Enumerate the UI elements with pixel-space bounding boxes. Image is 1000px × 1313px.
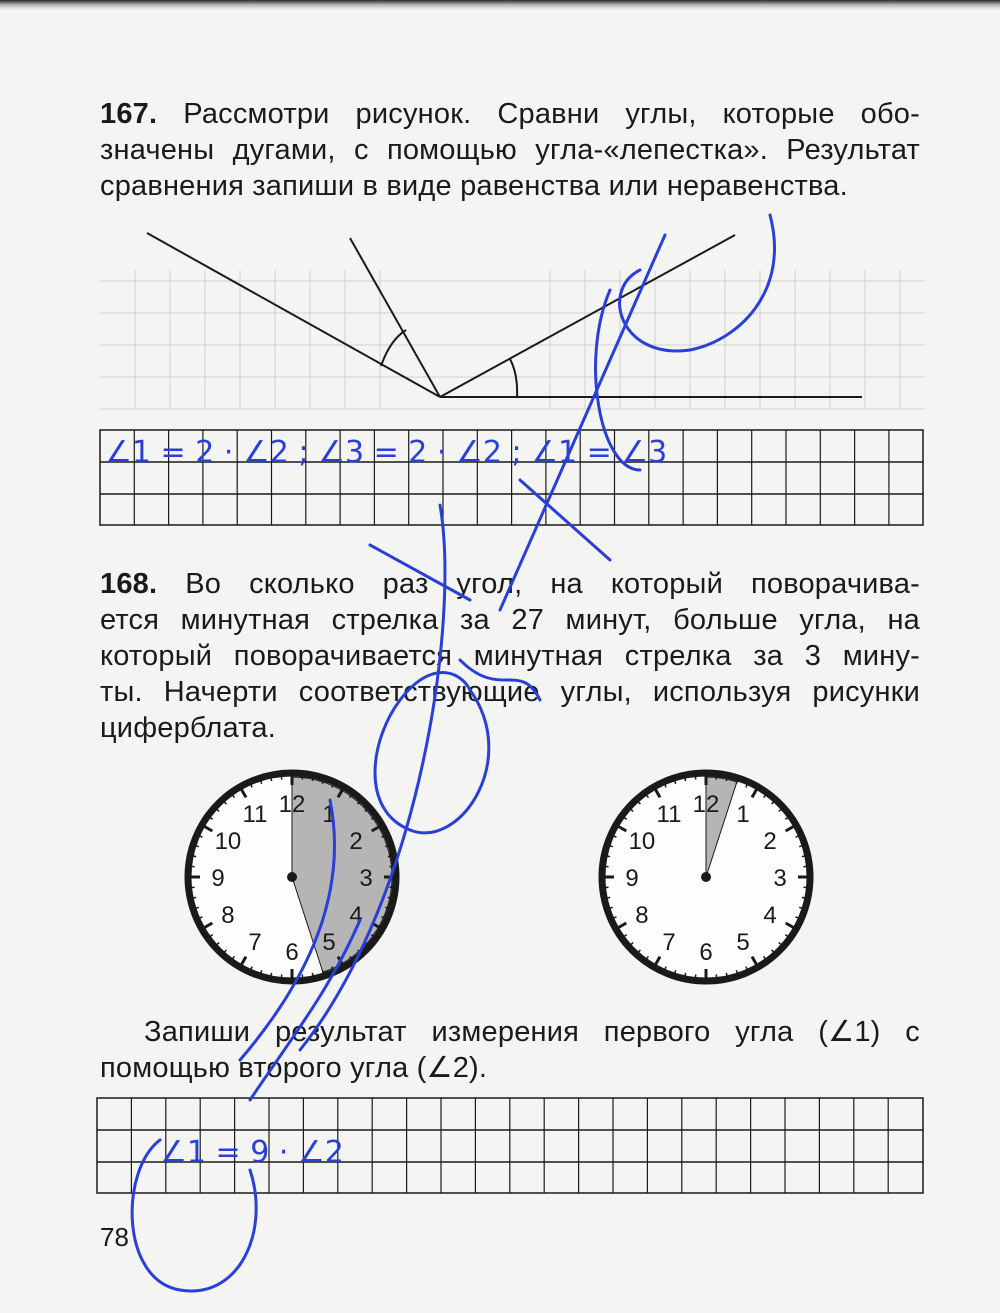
minute-tick (271, 973, 272, 977)
task-168-line-5: циферблата. (100, 712, 276, 744)
minute-tick (685, 777, 686, 781)
ray-middle (350, 238, 440, 397)
arc-angle-1 (381, 330, 406, 366)
angle-background-grid (100, 270, 925, 409)
clock-number-8: 8 (221, 902, 235, 929)
task-168-line-3: который поворачивается минутная стрелка за 3 мину- (100, 640, 920, 672)
scribble-5 (370, 545, 470, 600)
task-167-number: 167. (100, 98, 158, 130)
minute-tick (192, 856, 196, 857)
clock-1-center (287, 872, 297, 882)
clock-number-2: 2 (349, 828, 363, 855)
clock-number-7: 7 (662, 929, 676, 957)
task-168-line-2: ется минутная стрелка за 27 минут, больше угла, на (100, 604, 920, 636)
clock-27-minutes (188, 773, 396, 981)
scribble-7 (375, 673, 489, 833)
clock-2-center (701, 872, 711, 882)
clock-number-1: 1 (322, 800, 336, 828)
clock-number-11: 11 (242, 800, 268, 828)
clock-number-5: 5 (322, 929, 336, 957)
clock-number-9: 9 (211, 865, 225, 892)
clock-number-1: 1 (736, 800, 750, 828)
clock-number-2: 2 (763, 828, 777, 855)
clock-number-6: 6 (699, 939, 713, 966)
clock-number-4: 4 (763, 902, 777, 929)
record-line-1: Запиши результат измерения первого угла (∠1) с (144, 1016, 920, 1048)
clock-number-10: 10 (214, 828, 242, 855)
minute-tick (606, 856, 610, 857)
scribble-4 (520, 480, 610, 560)
clock-number-11: 11 (656, 800, 682, 828)
record-line-2: помощью второго угла (∠2). (100, 1052, 488, 1084)
task-168-line-4: ты. Начерти соответствующие углы, используя рисунки (100, 676, 920, 708)
arc-angle-3 (510, 359, 517, 397)
clock-number-6: 6 (285, 939, 299, 966)
angles-figure (147, 233, 862, 397)
minute-tick (388, 897, 392, 898)
task-168-number: 168. (100, 568, 158, 600)
task-167-line-3: сравнения запиши в виде равенства или неравенства. (100, 170, 848, 202)
task-168-line-1: Во сколько раз угол, на который поворачива- (185, 568, 921, 600)
ray-left (147, 233, 440, 397)
minute-tick (271, 777, 272, 781)
clock-number-12: 12 (692, 791, 720, 818)
clock-number-3: 3 (359, 865, 373, 892)
minute-tick (312, 973, 313, 977)
scribble-3 (500, 235, 665, 610)
minute-tick (606, 897, 610, 898)
minute-tick (802, 856, 806, 857)
clock-3-minutes (602, 773, 810, 981)
answer-168-handwritten: ∠1 = 9 · ∠2 (160, 1135, 344, 1170)
page-number: 78 (100, 1222, 129, 1252)
clock-number-12: 12 (278, 791, 306, 818)
clock-number-9: 9 (625, 865, 639, 892)
clock-number-4: 4 (349, 902, 363, 929)
clock-number-5: 5 (736, 929, 750, 957)
minute-tick (685, 973, 686, 977)
minute-tick (192, 897, 196, 898)
minute-tick (802, 897, 806, 898)
clock-number-7: 7 (248, 929, 262, 957)
ray-right (440, 235, 735, 397)
minute-tick (388, 856, 392, 857)
task-167-line-1: Рассмотри рисунок. Сравни углы, которые обо- (183, 98, 920, 130)
task-167-line-2: значены дугами, с помощью угла-«лепестка». Результат (100, 134, 920, 166)
clock-number-3: 3 (773, 865, 787, 892)
minute-tick (726, 973, 727, 977)
minute-tick (726, 777, 727, 781)
minute-tick (312, 777, 313, 781)
clock-number-10: 10 (628, 828, 656, 855)
answer-167-handwritten: ∠1 = 2 · ∠2 ; ∠3 = 2 · ∠2 ; ∠1 = ∠3 (105, 435, 668, 470)
clock-number-8: 8 (635, 902, 649, 929)
